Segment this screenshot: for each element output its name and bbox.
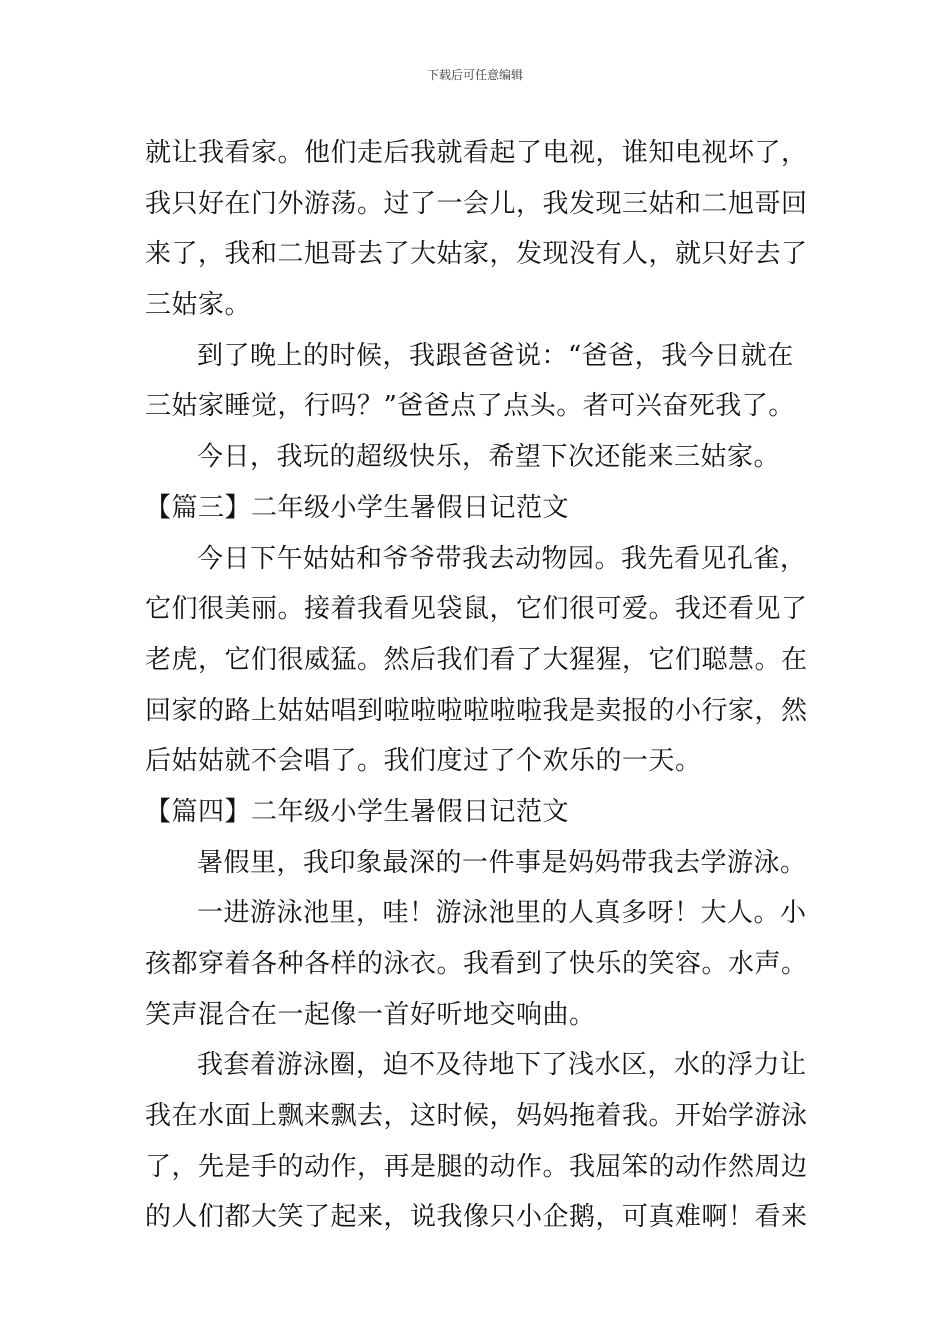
text-line: 我在水面上飘来飘去，这时候，妈妈拖着我。开始学游泳 — [145, 1101, 808, 1132]
text-line: 孩都穿着各种各样的泳衣。我看到了快乐的笑容。水声。 — [145, 949, 808, 979]
text-line: 我只好在门外游荡。过了一会儿，我发现三姑和二旭哥回 — [145, 188, 808, 219]
page-header-note: 下载后可任意编辑 — [426, 68, 523, 82]
section-heading: 【篇四】二年级小学生暑假日记范文 — [145, 796, 570, 827]
text-line: 它们很美丽。接着我看见袋鼠，它们很可爱。我还看见了 — [145, 594, 808, 625]
text-line: 老虎，它们很威猛。然后我们看了大猩猩，它们聪慧。在 — [145, 644, 808, 675]
text-line: 一进游泳池里，哇！游泳池里的人真多呀！大人。小 — [197, 898, 807, 929]
text-line: 三姑家。 — [145, 290, 252, 321]
text-line: 笑声混合在一起像一首好听地交响曲。 — [145, 999, 596, 1030]
section-heading: 【篇三】二年级小学生暑假日记范文 — [145, 492, 570, 523]
document-body — [145, 128, 810, 1243]
text-line: 的人们都大笑了起来，说我像只小企鹅，可真难啊！看来 — [145, 1202, 808, 1233]
text-line: 暑假里，我印象最深的一件事是妈妈带我去学游泳。 — [197, 847, 807, 878]
text-line: 来了，我和二旭哥去了大姑家，发现没有人，就只好去了 — [145, 239, 808, 270]
text-line: 我套着游泳圈，迫不及待地下了浅水区，水的浮力让 — [197, 1050, 807, 1081]
text-line: 就让我看家。他们走后我就看起了电视，谁知电视坏了， — [145, 138, 808, 168]
text-line: 三姑家睡觉，行吗？”爸爸点了点头。者可兴奋死我了。 — [145, 391, 795, 422]
text-line: 到了晚上的时候，我跟爸爸说：“爸爸，我今日就在 — [197, 340, 794, 371]
text-line: 今日，我玩的超级快乐，希望下次还能来三姑家。 — [197, 442, 781, 473]
text-line: 了，先是手的动作，再是腿的动作。我屈笨的动作然周边 — [145, 1151, 808, 1182]
text-line: 回家的路上姑姑唱到啦啦啦啦啦啦我是卖报的小行家，然 — [145, 695, 808, 726]
text-line: 今日下午姑姑和爷爷带我去动物园。我先看见孔雀， — [197, 543, 807, 574]
text-line: 后姑姑就不会唱了。我们度过了个欢乐的一天。 — [145, 746, 702, 777]
